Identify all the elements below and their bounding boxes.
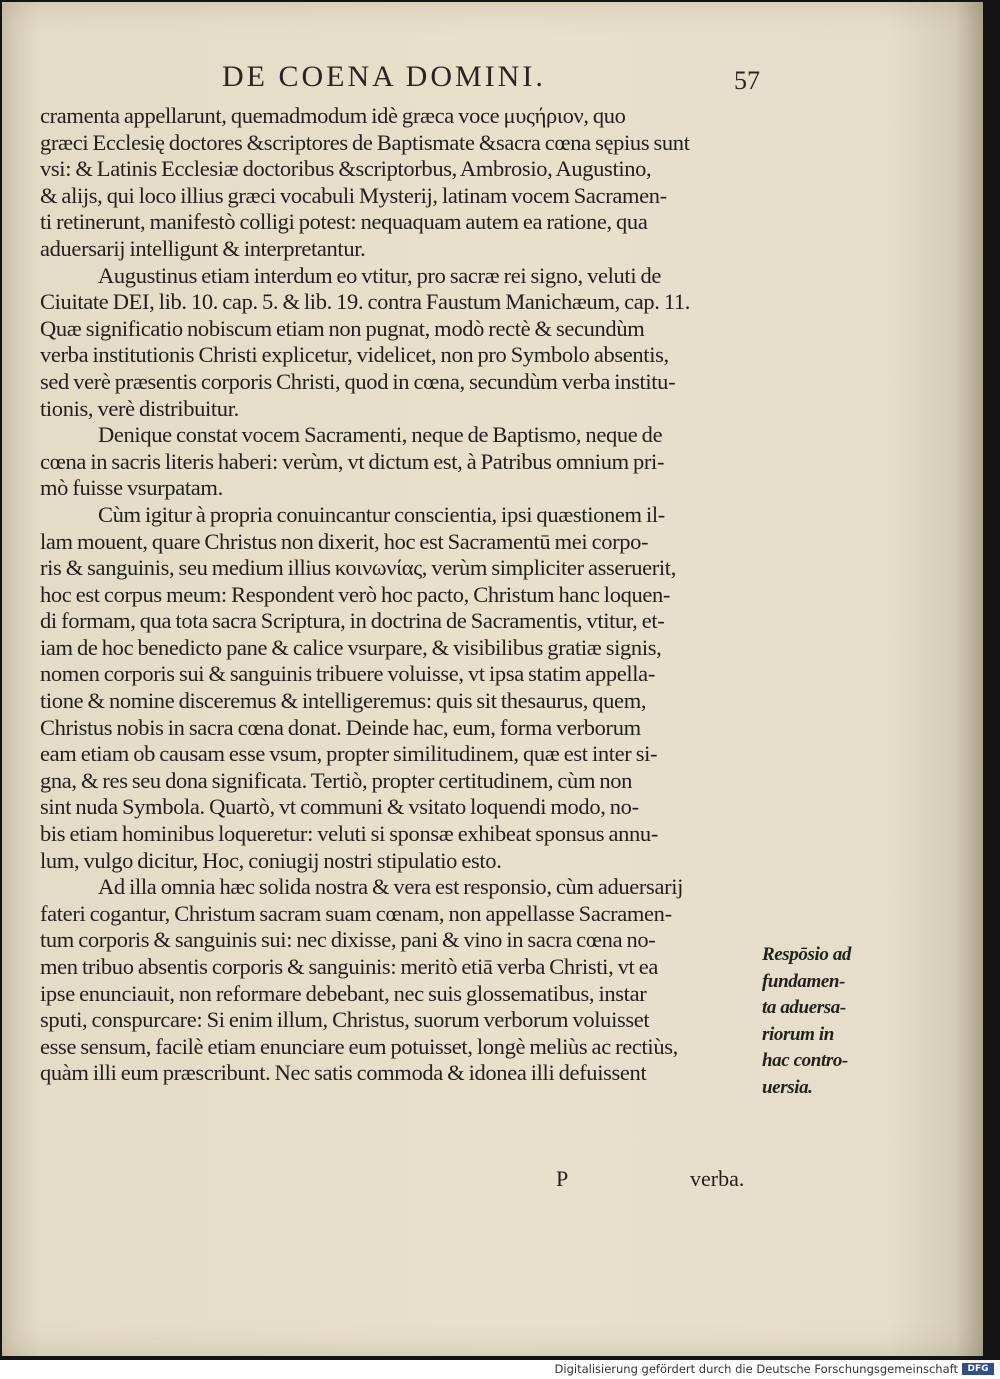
text-line: sputi, conspurcare: Si enim illum, Christus, suorum verborum voluisset xyxy=(40,1007,650,1033)
text-line: mò fuisse vsurpatam. xyxy=(40,475,223,501)
text-line: nomen corporis sui & sanguinis tribuere voluisse, vt ipsa statim appella- xyxy=(40,661,655,687)
text-line: tum corporis & sanguinis sui: nec dixisse, pani & vino in sacra cœna no- xyxy=(40,927,656,953)
text-line: Denique constat vocem Sacramenti, neque de Baptismo, neque de xyxy=(98,422,663,448)
text-line: Quæ significatio nobiscum etiam non pugnat, modò rectè & secundùm xyxy=(40,315,645,341)
marginal-note-line: fundamen- xyxy=(762,970,845,992)
text-line: Christus nobis in sacra cœna donat. Deinde hac, eum, forma verborum xyxy=(40,714,641,740)
text-line: Augustinus etiam interdum eo vtitur, pro sacræ rei signo, veluti de xyxy=(98,262,662,288)
text-line: fateri cogantur, Christum sacram suam cœnam, non appellasse Sacramen- xyxy=(40,900,672,926)
text-line: ipse enunciauit, non reformare debebant, nec suis glossematibus, instar xyxy=(40,980,647,1006)
text-line: ris & sanguinis, seu medium illius κοινωνίας, verùm simpliciter asseruerit, xyxy=(40,555,676,581)
text-line: cœna in sacris literis haberi: verùm, vt dictum est, à Patribus omnium pri- xyxy=(40,448,665,474)
page-edge-shadow xyxy=(955,2,983,1356)
text-line: lum, vulgo dicitur, Hoc, coniugij nostri stipulatio esto. xyxy=(40,847,502,873)
text-line: aduersarij intelligunt & interpretantur. xyxy=(40,235,366,261)
signature-mark: P xyxy=(556,1166,569,1191)
dfg-logo-icon: DFG xyxy=(962,1363,994,1375)
catchword: verba. xyxy=(690,1166,745,1191)
text-line: sed verè præsentis corporis Christi, quod in cœna, secundùm verba institu- xyxy=(40,368,676,394)
text-line: sint nuda Symbola. Quartò, vt communi & vsitato loquendi modo, no- xyxy=(40,794,639,820)
page-number: 57 xyxy=(734,66,760,95)
marginal-note-line: Respōsio ad xyxy=(762,944,852,965)
marginal-note-line: riorum in xyxy=(762,1023,834,1045)
text-line: Ciuitate DEI, lib. 10. cap. 5. & lib. 19. contra Faustum Manichæum, cap. 11. xyxy=(40,289,691,315)
marginal-note xyxy=(762,942,882,1102)
text-line: hoc est corpus meum: Respondent verò hoc pacto, Christum hanc loquen- xyxy=(40,581,671,607)
marginal-note-line: hac contro- xyxy=(762,1050,848,1072)
text-line: græci Ecclesię doctores &scriptores de Baptismate &sacra cœna sępius sunt xyxy=(40,129,690,155)
text-line: eam etiam ob causam esse vsum, propter similitudinem, quæ est inter si- xyxy=(40,741,658,767)
text-line: Cùm igitur à propria conuincantur conscientia, ipsi quæstionem il- xyxy=(98,501,665,527)
text-line: iam de hoc benedicto pane & calice vsurpare, & visibilibus gratiæ signis, xyxy=(40,634,662,660)
text-line: quàm illi eum præscribunt. Nec satis commoda & idonea illi defuissent xyxy=(40,1060,647,1086)
text-line: & alijs, qui loco illius græci vocabuli Mysterij, latinam vocem Sacramen- xyxy=(40,182,667,208)
text-line: cramenta appellarunt, quemadmodum idè græca voce μυςήριον, quo xyxy=(40,103,626,128)
text-line: verba institutionis Christi explicetur, videlicet, non pro Symbolo absentis, xyxy=(40,342,669,368)
text-line: tionis, verè distribuitur. xyxy=(40,395,239,421)
marginal-note-line: uersia. xyxy=(762,1076,813,1098)
text-line: esse sensum, facilè etiam enunciare eum potuisset, longè meliùs ac rectiùs, xyxy=(40,1033,678,1059)
text-line: di formam, qua tota sacra Scriptura, in doctrina de Sacramentis, vtitur, et- xyxy=(40,608,665,634)
text-line: gna, & res seu dona significata. Tertiò, propter certitudinem, cùm non xyxy=(40,767,633,793)
text-line: ti retinerunt, manifestò colligi potest: nequaquam autem ea ratione, qua xyxy=(40,209,648,235)
text-line: lam mouent, quare Christus non dixerit, hoc est Sacramentū mei corpo- xyxy=(40,528,649,554)
body-text xyxy=(40,103,775,1087)
text-line: men tribuo absentis corporis & sanguinis: meritò etiā verba Christi, vt ea xyxy=(40,954,658,979)
funding-credit: Digitalisierung gefördert durch die Deutsche Forschungsgemeinschaft xyxy=(554,1362,958,1376)
text-line: tione & nomine disceremus & intelligeremus: quis sit thesaurus, quem, xyxy=(40,688,647,714)
text-line: Ad illa omnia hæc solida nostra & vera est responsio, cùm aduersarij xyxy=(98,874,684,900)
text-line: bis etiam hominibus loqueretur: veluti si sponsæ exhibeat sponsus annu- xyxy=(40,821,658,847)
marginal-note-line: ta aduersa- xyxy=(762,997,846,1019)
text-line: vsi: & Latinis Ecclesiæ doctoribus &scriptorbus, Ambrosio, Augustino, xyxy=(40,156,652,182)
running-head: DE COENA DOMINI. xyxy=(222,60,546,93)
